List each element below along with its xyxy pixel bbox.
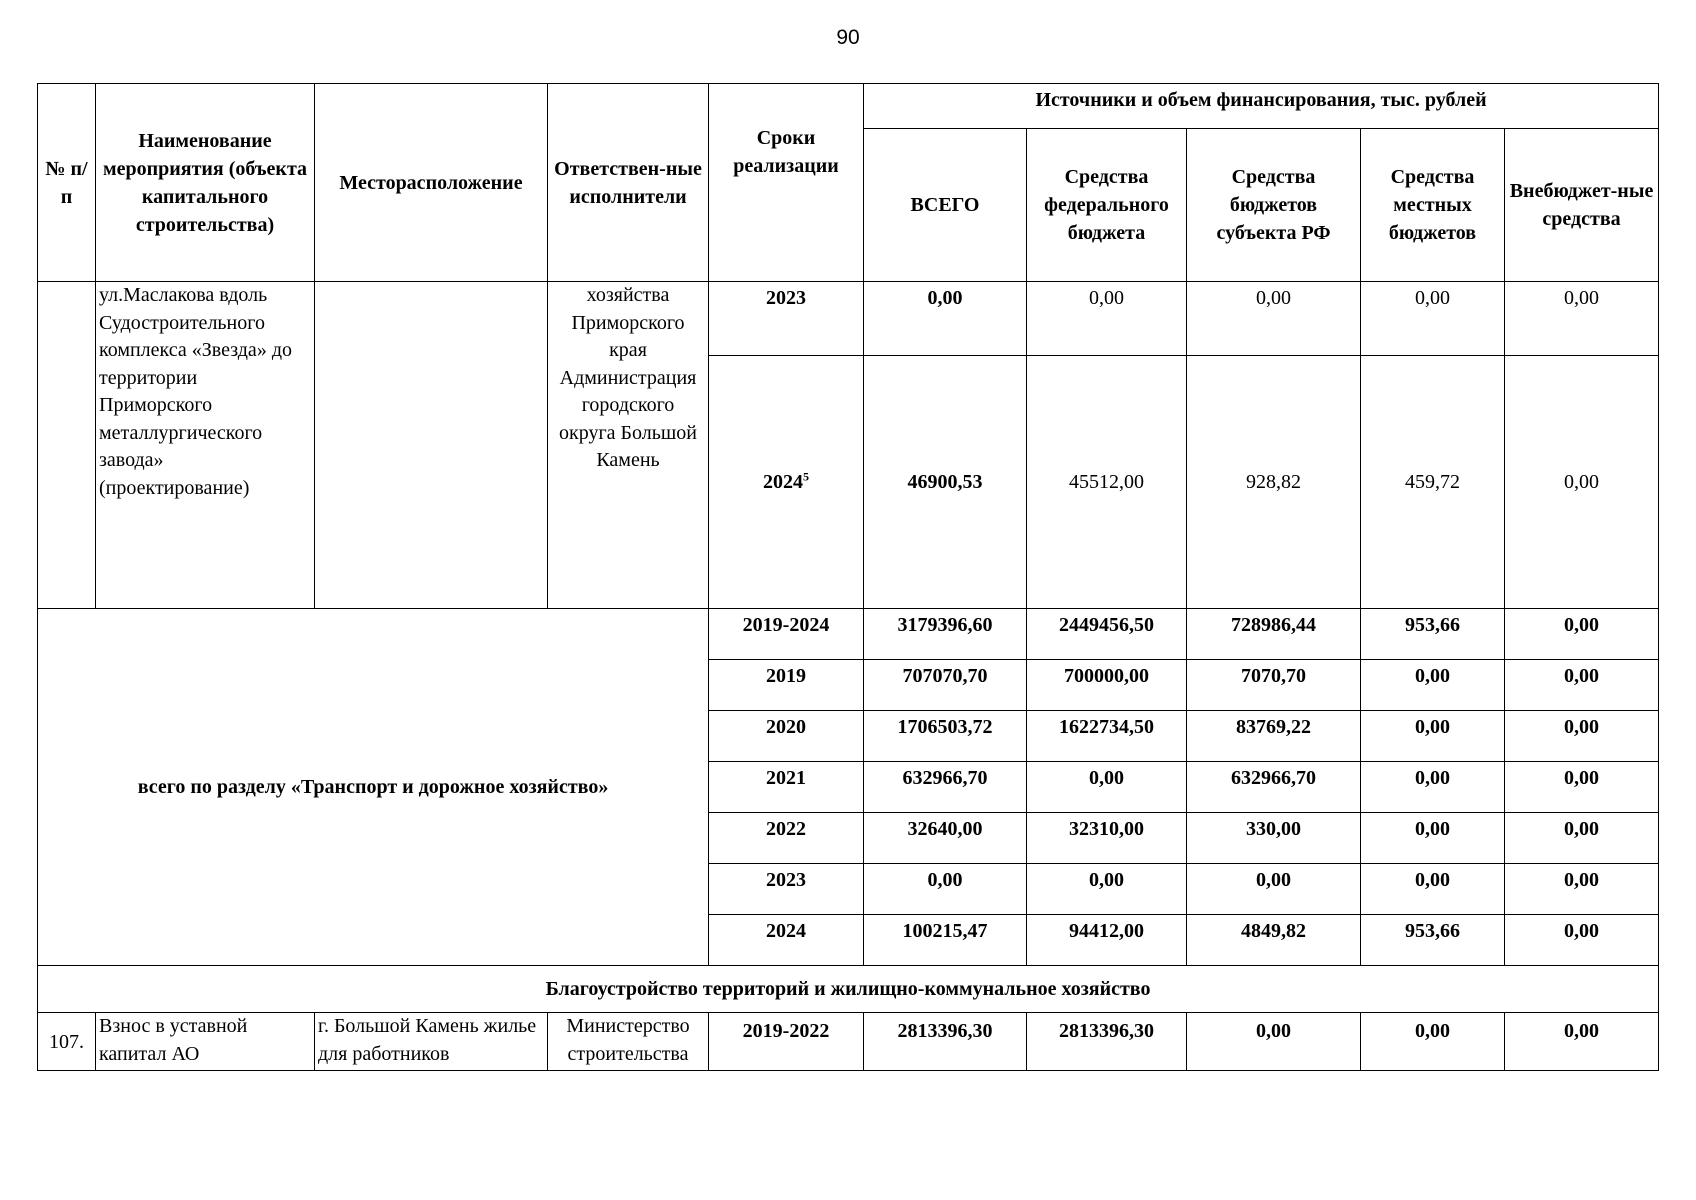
local-cell: 0,00 — [1361, 813, 1505, 864]
header-name: Наименование мероприятия (объекта капитального строительства) — [96, 84, 315, 282]
regional-cell: 928,82 — [1187, 356, 1361, 609]
federal-cell: 700000,00 — [1027, 660, 1187, 711]
regional-cell: 728986,44 — [1187, 609, 1361, 660]
section-total-label: всего по разделу «Транспорт и дорожное хозяйство» — [38, 609, 709, 966]
offbudget-cell: 0,00 — [1505, 915, 1659, 966]
total-cell: 2813396,30 — [864, 1013, 1027, 1071]
header-executors: Ответствен-ные исполнители — [548, 84, 709, 282]
year-cell: 2022 — [709, 813, 864, 864]
header-regional: Средства бюджетов субъекта РФ — [1187, 129, 1361, 282]
federal-cell: 94412,00 — [1027, 915, 1187, 966]
offbudget-cell: 0,00 — [1505, 711, 1659, 762]
regional-cell: 632966,70 — [1187, 762, 1361, 813]
header-row-1 — [38, 84, 1659, 129]
federal-cell: 1622734,50 — [1027, 711, 1187, 762]
year-cell — [709, 356, 864, 609]
table-row — [38, 282, 1659, 356]
financing-table — [37, 83, 1659, 1071]
year-cell: 2019-2022 — [709, 1013, 864, 1071]
year-cell: 2023 — [709, 864, 864, 915]
year-cell: 2020 — [709, 711, 864, 762]
total-cell: 707070,70 — [864, 660, 1027, 711]
offbudget-cell: 0,00 — [1505, 282, 1659, 356]
federal-cell: 0,00 — [1027, 864, 1187, 915]
federal-cell: 45512,00 — [1027, 356, 1187, 609]
local-cell: 953,66 — [1361, 609, 1505, 660]
local-cell: 459,72 — [1361, 356, 1505, 609]
header-local: Средства местных бюджетов — [1361, 129, 1505, 282]
section-title-row — [38, 966, 1659, 1013]
federal-cell: 0,00 — [1027, 282, 1187, 356]
total-cell: 0,00 — [864, 282, 1027, 356]
regional-cell: 0,00 — [1187, 864, 1361, 915]
year-cell: 2021 — [709, 762, 864, 813]
total-cell: 3179396,60 — [864, 609, 1027, 660]
local-cell: 953,66 — [1361, 915, 1505, 966]
local-cell: 0,00 — [1361, 660, 1505, 711]
federal-cell: 0,00 — [1027, 762, 1187, 813]
item-name: ул.Маслакова вдоль Судостроительного комплекса «Звезда» до территории Приморского металлургического завода» (проектирование) — [96, 282, 315, 609]
header-terms: Сроки реализации — [709, 84, 864, 282]
regional-cell: 7070,70 — [1187, 660, 1361, 711]
header-offbudget: Внебюджет-ные средства — [1505, 129, 1659, 282]
item-no: 107. — [38, 1013, 96, 1071]
federal-cell: 2449456,50 — [1027, 609, 1187, 660]
regional-cell: 83769,22 — [1187, 711, 1361, 762]
total-cell: 0,00 — [864, 864, 1027, 915]
total-cell: 46900,53 — [864, 356, 1027, 609]
item-location — [315, 282, 548, 609]
total-cell: 632966,70 — [864, 762, 1027, 813]
total-cell: 100215,47 — [864, 915, 1027, 966]
regional-cell: 0,00 — [1187, 282, 1361, 356]
item-location: г. Большой Камень жилье для работников — [315, 1013, 548, 1071]
year-cell: 2019 — [709, 660, 864, 711]
regional-cell: 330,00 — [1187, 813, 1361, 864]
year-cell: 2024 — [709, 915, 864, 966]
item-executors: Министерство строительства — [548, 1013, 709, 1071]
federal-cell: 32310,00 — [1027, 813, 1187, 864]
section-title: Благоустройство территорий и жилищно-коммунальное хозяйство — [38, 966, 1659, 1013]
offbudget-cell: 0,00 — [1505, 762, 1659, 813]
footnote-mark: 5 — [803, 469, 809, 484]
header-federal: Средства федерального бюджета — [1027, 129, 1187, 282]
year-value: 2024 — [763, 471, 803, 493]
item-name: Взнос в уставной капитал АО — [96, 1013, 315, 1071]
header-location: Месторасположение — [315, 84, 548, 282]
regional-cell: 0,00 — [1187, 1013, 1361, 1071]
total-cell: 1706503,72 — [864, 711, 1027, 762]
year-cell: 2019-2024 — [709, 609, 864, 660]
regional-cell: 4849,82 — [1187, 915, 1361, 966]
offbudget-cell: 0,00 — [1505, 864, 1659, 915]
total-cell: 32640,00 — [864, 813, 1027, 864]
local-cell: 0,00 — [1361, 762, 1505, 813]
year-cell: 2023 — [709, 282, 864, 356]
item-executors: хозяйства Приморского края Администрация городского округа Большой Камень — [548, 282, 709, 609]
header-total: ВСЕГО — [864, 129, 1027, 282]
table-row — [38, 1013, 1659, 1071]
offbudget-cell: 0,00 — [1505, 609, 1659, 660]
offbudget-cell: 0,00 — [1505, 660, 1659, 711]
page-number: 90 — [836, 26, 860, 49]
local-cell: 0,00 — [1361, 711, 1505, 762]
local-cell: 0,00 — [1361, 282, 1505, 356]
offbudget-cell: 0,00 — [1505, 1013, 1659, 1071]
offbudget-cell: 0,00 — [1505, 356, 1659, 609]
local-cell: 0,00 — [1361, 1013, 1505, 1071]
federal-cell: 2813396,30 — [1027, 1013, 1187, 1071]
header-no: № п/п — [38, 84, 96, 282]
item-no-cell — [38, 282, 96, 609]
header-financing-group: Источники и объем финансирования, тыс. рублей — [864, 84, 1659, 129]
local-cell: 0,00 — [1361, 864, 1505, 915]
table-row — [38, 609, 1659, 660]
offbudget-cell: 0,00 — [1505, 813, 1659, 864]
